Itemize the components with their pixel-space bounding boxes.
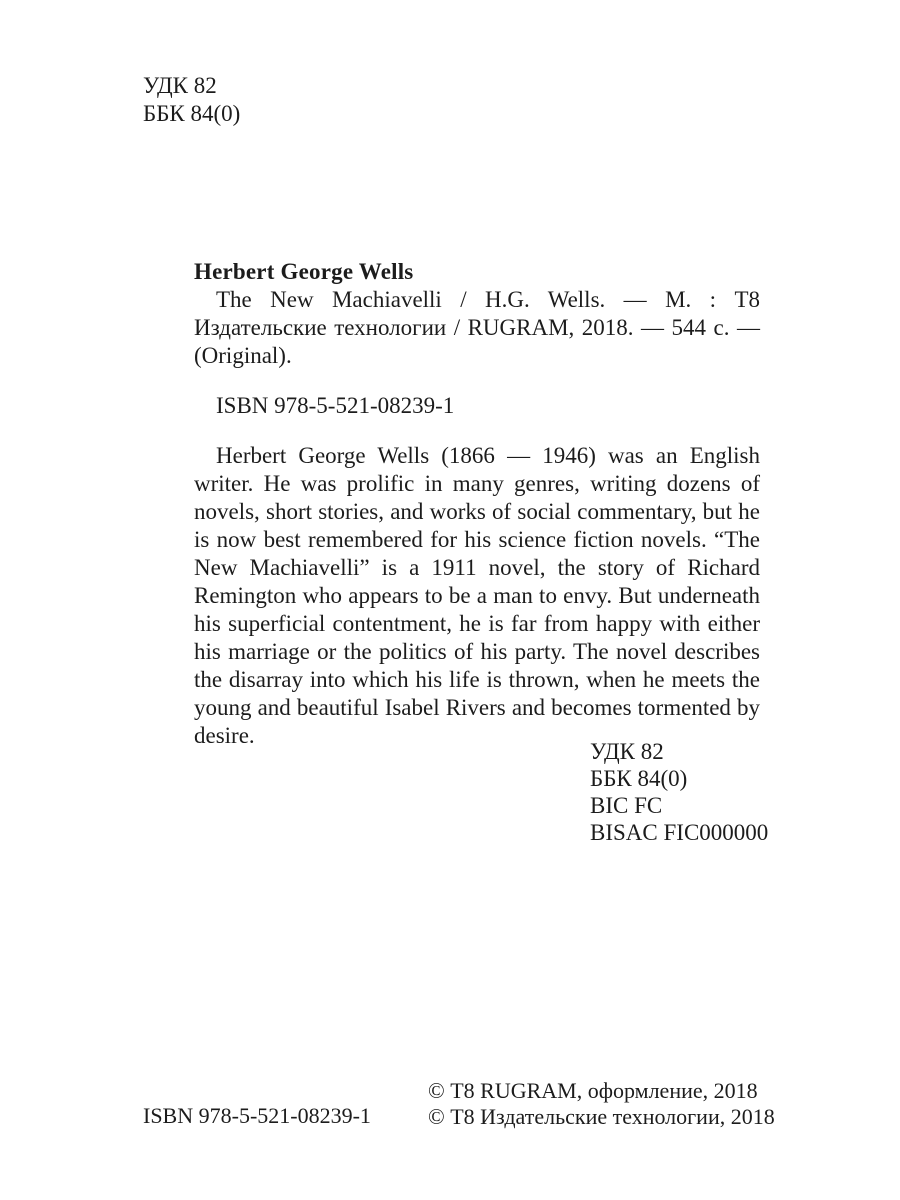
copyright-design: © Т8 RUGRAM, оформление, 2018 <box>428 1078 758 1103</box>
bisac-code: BISAC FIC000000 <box>590 820 769 845</box>
copyright-notices <box>428 1078 775 1130</box>
bbk-code: ББК 84(0) <box>590 766 688 791</box>
copyright-publisher: © Т8 Издательские технологии, 2018 <box>428 1104 775 1129</box>
classification-codes-right <box>590 738 768 846</box>
bbk-code: ББК 84(0) <box>143 101 241 126</box>
book-abstract: Herbert George Wells (1866 — 1946) was an English writer. He was prolific in many genres, writing dozens of novels, short stories, and works of social commentary, but he is now best remembered for his science fiction novels. “The New Machiavelli” is a 1911 novel, the story of Richard Remington who appears to be a man to envy. But underneath his superficial contentment, he is far from happy with either his marriage or the politics of his party. The novel describes the disarray into which his life is thrown, when he meets the young and beautiful Isabel Rivers and becomes tormented by desire. <box>194 443 760 748</box>
classification-codes-top <box>143 72 240 128</box>
bic-code: BIC FC <box>590 793 663 818</box>
citation-text: The New Machiavelli / H.G. Wells. — М. : Т8 Издательские технологии / RUGRAM, 2018. — 544 с. — (Original). <box>194 287 760 368</box>
footer-isbn: ISBN 978-5-521-08239-1 <box>143 1103 371 1128</box>
bibliographic-record <box>194 258 760 750</box>
isbn-record: ISBN 978-5-521-08239-1 <box>216 393 455 418</box>
author-name: Herbert George Wells <box>194 259 414 284</box>
udk-code: УДК 82 <box>143 73 217 98</box>
udk-code: УДК 82 <box>590 739 664 764</box>
